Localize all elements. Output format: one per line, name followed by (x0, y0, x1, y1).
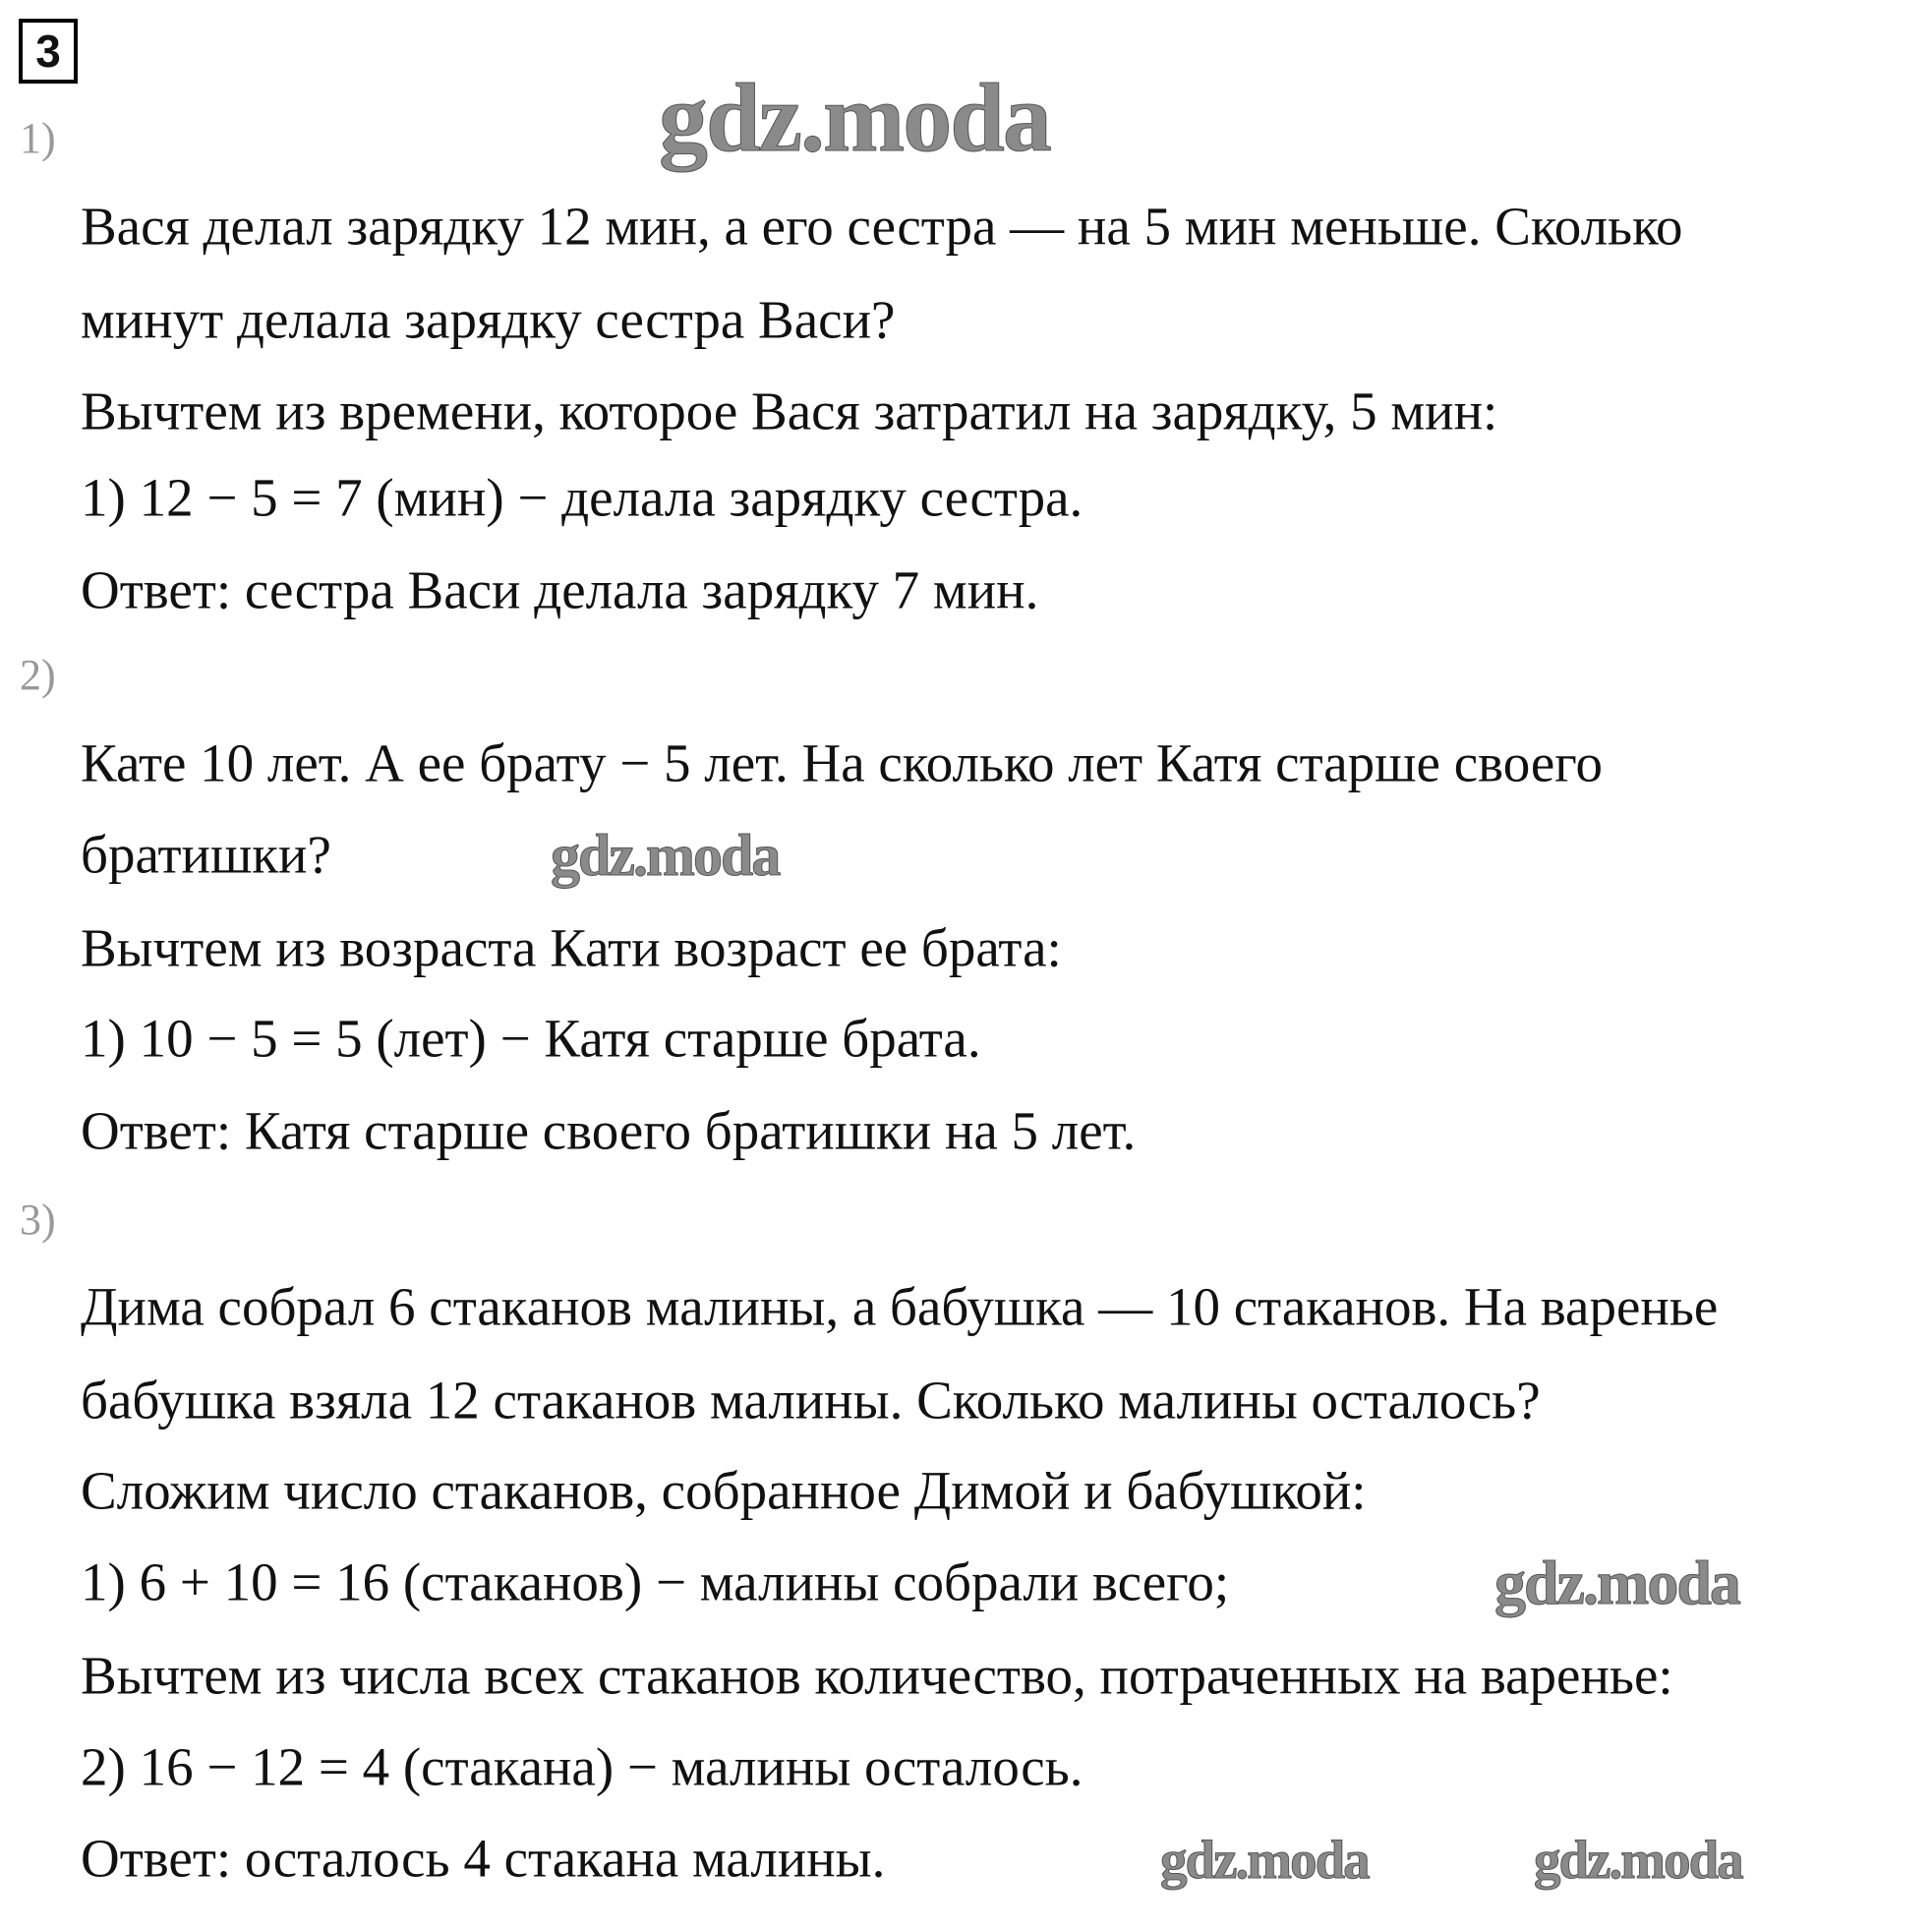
text-line: братишки? (81, 824, 331, 885)
text-line: 2) 16 − 12 = 4 (стакана) − малины осталось. (81, 1736, 1083, 1797)
watermark-logo: gdz.moda (1160, 1830, 1369, 1890)
watermark-logo: gdz.moda (659, 63, 1050, 172)
text-line: Ответ: осталось 4 стакана малины. (81, 1828, 886, 1889)
text-line: Вычтем из возраста Кати возраст ее брата: (81, 917, 1062, 978)
text-line: Ответ: Катя старше своего братишки на 5 лет. (81, 1100, 1137, 1161)
task-number-badge: 3 (19, 19, 78, 84)
text-line: Кате 10 лет. А ее брату − 5 лет. На сколько лет Катя старше своего (81, 732, 1603, 793)
part-label: 3) (20, 1196, 56, 1244)
text-line: 1) 6 + 10 = 16 (стаканов) − малины собрали всего; (81, 1551, 1230, 1612)
watermark-logo: gdz.moda (1534, 1830, 1742, 1890)
watermark-logo: gdz.moda (551, 823, 780, 888)
text-line: минут делала зарядку сестра Васи? (81, 289, 896, 350)
watermark-logo: gdz.moda (1494, 1548, 1739, 1617)
text-line: Вычтем из времени, которое Вася затратил на зарядку, 5 мин: (81, 380, 1498, 441)
text-line: Вася делал зарядку 12 мин, а его сестра — на 5 мин меньше. Сколько (81, 196, 1683, 257)
text-line: Сложим число стаканов, собранное Димой и бабушкой: (81, 1460, 1367, 1521)
part-label: 1) (20, 114, 56, 162)
text-line: Дима собрал 6 стаканов малины, а бабушка — 10 стаканов. На варенье (81, 1276, 1719, 1337)
part-label: 2) (20, 651, 56, 699)
text-line: 1) 12 − 5 = 7 (мин) − делала зарядку сестра. (81, 467, 1083, 528)
text-line: бабушка взяла 12 стаканов малины. Сколько малины осталось? (81, 1370, 1541, 1431)
text-line: Вычтем из числа всех стаканов количество, потраченных на варенье: (81, 1645, 1673, 1706)
text-line: Ответ: сестра Васи делала зарядку 7 мин. (81, 559, 1039, 620)
text-line: 1) 10 − 5 = 5 (лет) − Катя старше брата. (81, 1008, 981, 1069)
